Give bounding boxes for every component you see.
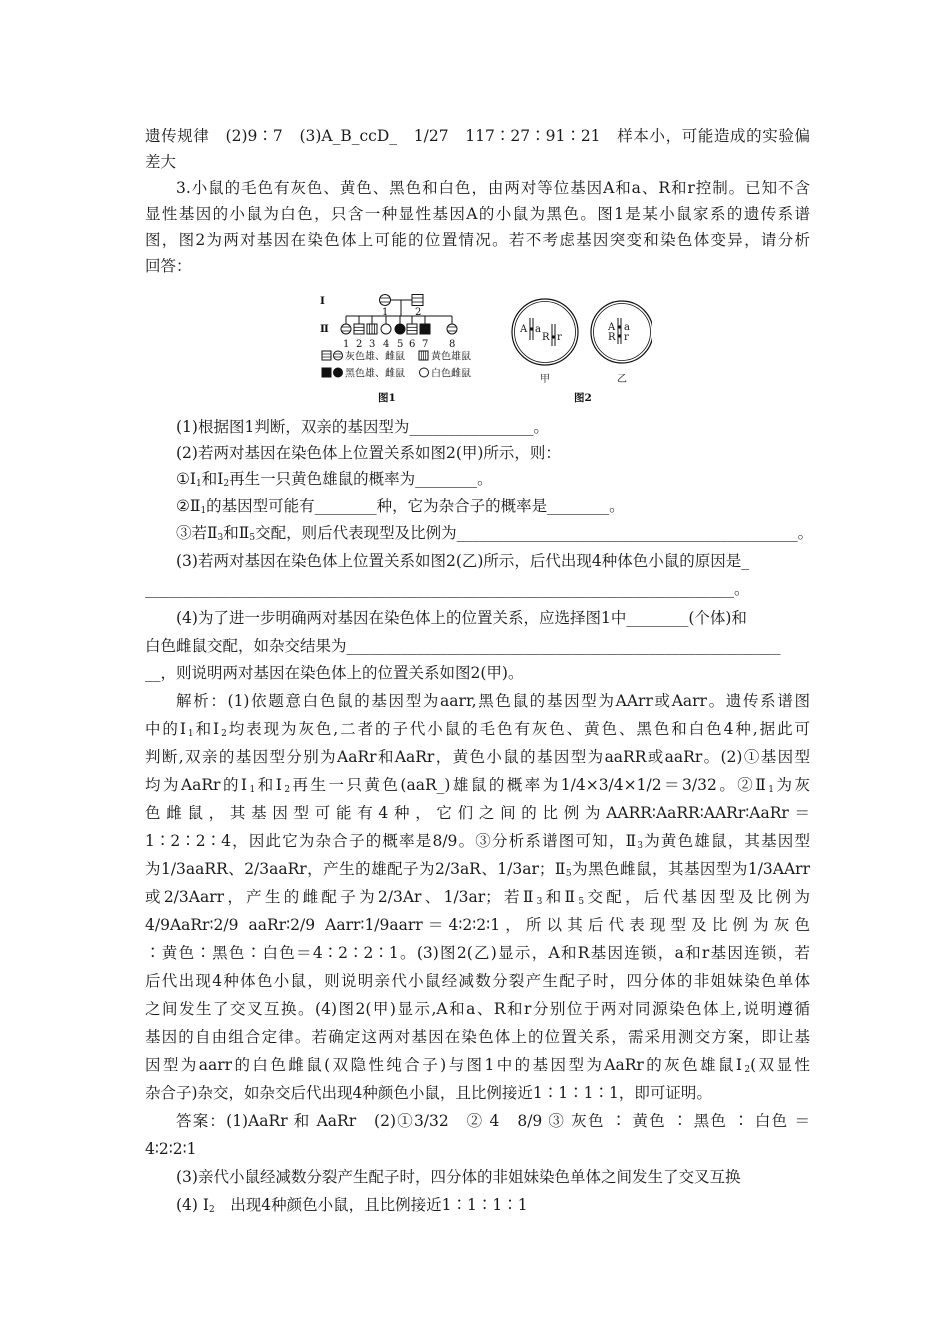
- legend-yellow: 黄色雄鼠: [431, 351, 471, 363]
- legend-black: 黑色雄、雌鼠: [345, 368, 405, 380]
- question-2-2: $②Ⅱ_1$的基因型可能有________种，它为杂合子的概率是________。: [176, 497, 625, 516]
- answer-line: 答案：(1)AaRr 和 AaRr (2)①3/32 ② 4 8/9 ③ 灰色 ∶ 黄色 ∶ 黑色 ∶ 白色 ＝: [176, 1112, 810, 1130]
- text-line: 差大: [145, 153, 177, 171]
- solution-line: 判断,双亲的基因型分别为AaRr和AaRr，黄色小鼠的基因型为aaRR或aaRr。(2)①基因型: [145, 748, 810, 766]
- answer-line: 4∶2∶2∶1: [145, 1140, 197, 1158]
- gene-label: A: [608, 322, 616, 333]
- question-3-line: 3.小鼠的毛色有灰色、黄色、黑色和白色，由两对等位基因A和a、R和r控制。已知不含: [176, 179, 810, 197]
- solution-line: 中的$Ⅰ_1$和$Ⅰ_2$均表现为灰色,二者的子代小鼠的毛色有灰色、黄色、黑色和白色4种,据此可: [145, 720, 811, 739]
- gene-label: r: [624, 332, 629, 343]
- individual-number: 1: [382, 307, 389, 318]
- generation-II-label: Ⅱ: [320, 323, 329, 335]
- answer-line: (3)亲代小鼠经减数分裂产生配子时，四分体的非姐妹染色单体之间发生了交叉互换: [176, 1168, 741, 1186]
- cell-jia: [512, 299, 578, 385]
- gene-label: R: [608, 332, 616, 343]
- solution-line: 均为AaRr的$Ⅰ_1$和$Ⅰ_2$再生一只黄色(aaR_)雄鼠的概率为1/4×3/4×1/2＝3/32。$②Ⅱ_1$为灰: [145, 776, 810, 795]
- svg-text:8: 8: [449, 339, 456, 350]
- solution-line: 4/9AaRr∶2/9 aaRr∶2/9 Aarr∶1/9aarr＝4∶2∶2∶1，所以其后代表现型及比例为灰色: [145, 916, 810, 934]
- pedigree-gen-II: [341, 324, 457, 350]
- figure-1-caption: 图1: [378, 392, 396, 404]
- svg-text:2: 2: [356, 339, 363, 350]
- answer-line: (4) $Ⅰ_2$ 出现4种颜色小鼠，且比例接近1∶1∶1∶1: [176, 1196, 528, 1215]
- solution-line: 基因的自由组合定律。若确定这两对基因在染色体上的位置关系，需采用测交方案，即让基: [145, 1028, 810, 1046]
- text-line: 遗传规律 (2)9∶7 (3)A_B_ccD_ 1/27 117∶27∶91∶21 样本小，可能造成的实验偏: [145, 127, 810, 145]
- female-gray-symbol: [380, 295, 391, 306]
- gene-label: a: [535, 324, 541, 335]
- pedigree-legend: [322, 350, 471, 380]
- solution-line: 1∶2∶2∶4，因此它为杂合子的概率是8/9。③分析系谱图可知，$Ⅱ_3$为黄色雄鼠，其基因型: [145, 832, 810, 851]
- svg-text:6: 6: [409, 339, 416, 350]
- question-2-3: ③若$Ⅱ_3$和$Ⅱ_5$交配，则后代表现型及比例为____________________________________________。: [176, 524, 814, 543]
- figure-2-caption: 图2: [574, 392, 592, 404]
- question-2: (2)若两对基因在染色体上位置关系如图2(甲)所示，则：: [176, 444, 561, 462]
- individual-number: 2: [415, 307, 422, 318]
- gene-label: r: [557, 332, 562, 343]
- solution-line: 或2/3Aarr，产生的雌配子为2/3Ar、1/3ar；若$Ⅱ_3$和$Ⅱ_5$交配，后代基因型及比例为: [145, 888, 810, 907]
- question-3-cont: ____________________________________________________________________________。: [145, 580, 750, 598]
- pedigree-and-chromosome-figure: [312, 290, 652, 410]
- question-3: (3)若两对基因在染色体上位置关系如图2(乙)所示，后代出现4种体色小鼠的原因是_: [176, 552, 750, 570]
- generation-I-label: Ⅰ: [320, 295, 325, 307]
- gene-label: a: [624, 322, 630, 333]
- cell-yi-label: 乙: [617, 374, 627, 385]
- cell-yi: [591, 301, 652, 385]
- svg-text:7: 7: [422, 339, 429, 350]
- gene-label: A: [520, 324, 528, 335]
- svg-text:3: 3: [369, 339, 376, 350]
- legend-white: 白色雌鼠: [431, 368, 471, 380]
- solution-line: 因型为aarr的白色雌鼠(双隐性纯合子)与图1中的基因型为AaRr的灰色雄鼠$Ⅰ_2$(双显性: [145, 1056, 810, 1075]
- gene-label: R: [542, 332, 550, 343]
- question-4-cont: __，则说明两对基因在染色体上的位置关系如图2(甲)。: [145, 664, 524, 682]
- cell-jia-label: 甲: [540, 374, 550, 385]
- solution-line: 杂合子)杂交，如杂交后代出现4种颜色小鼠，且比例接近1∶1∶1∶1，即可证明。: [145, 1084, 712, 1102]
- pedigree-gen-I: [380, 295, 424, 319]
- figure-block: [312, 290, 652, 410]
- solution-line: 解析：(1)依题意白色鼠的基因型为aarr,黑色鼠的基因型为AArr或Aarr。遗传系谱图: [176, 692, 810, 710]
- solution-line: 为1/3aaRR、2/3aaRr，产生的雄配子为2/3aR、1/3ar；$Ⅱ_5$为黑色雌鼠，其基因型为1/3AArr: [145, 860, 810, 879]
- svg-text:1: 1: [343, 339, 350, 350]
- male-gray-symbol: [412, 295, 423, 306]
- svg-text:5: 5: [397, 339, 404, 350]
- solution-line: 之间发生了交叉互换。(4)图2(甲)显示,A和a、R和r分别位于两对同源染色体上,说明遵循: [145, 1000, 810, 1018]
- question-4-cont: 白色雌鼠交配，如杂交结果为________________________________________________________: [145, 637, 781, 655]
- question-4: (4)为了进一步明确两对基因在染色体上的位置关系，应选择图1中________(个体)和: [176, 609, 747, 627]
- svg-text:4: 4: [383, 339, 390, 350]
- solution-line: ∶黄色∶黑色∶白色＝4∶2∶2∶1。(3)图2(乙)显示，A和R基因连锁，a和r基因连锁，若: [145, 944, 810, 962]
- solution-line: 后代出现4种体色小鼠，则说明亲代小鼠经减数分裂产生配子时，四分体的非姐妹染色单体: [145, 972, 810, 990]
- legend-gray: 灰色雄、雌鼠: [345, 351, 405, 363]
- solution-line: 色雌鼠，其基因型可能有4种，它们之间的比例为AARR∶AaRR∶AARr∶AaRr＝: [145, 804, 810, 822]
- text-line: 显性基因的小鼠为白色，只含一种显性基因A的小鼠为黑色。图1是某小鼠家系的遗传系谱: [145, 205, 810, 223]
- question-2-1: $①Ⅰ_1$和$Ⅰ_2$再生一只黄色雄鼠的概率为________。: [176, 470, 493, 489]
- text-line: 回答：: [145, 257, 192, 275]
- question-1: (1)根据图1判断，双亲的基因型为________________。: [176, 418, 549, 436]
- text-line: 图，图2为两对基因在染色体上可能的位置情况。若不考虑基因突变和染色体变异，请分析: [145, 231, 810, 249]
